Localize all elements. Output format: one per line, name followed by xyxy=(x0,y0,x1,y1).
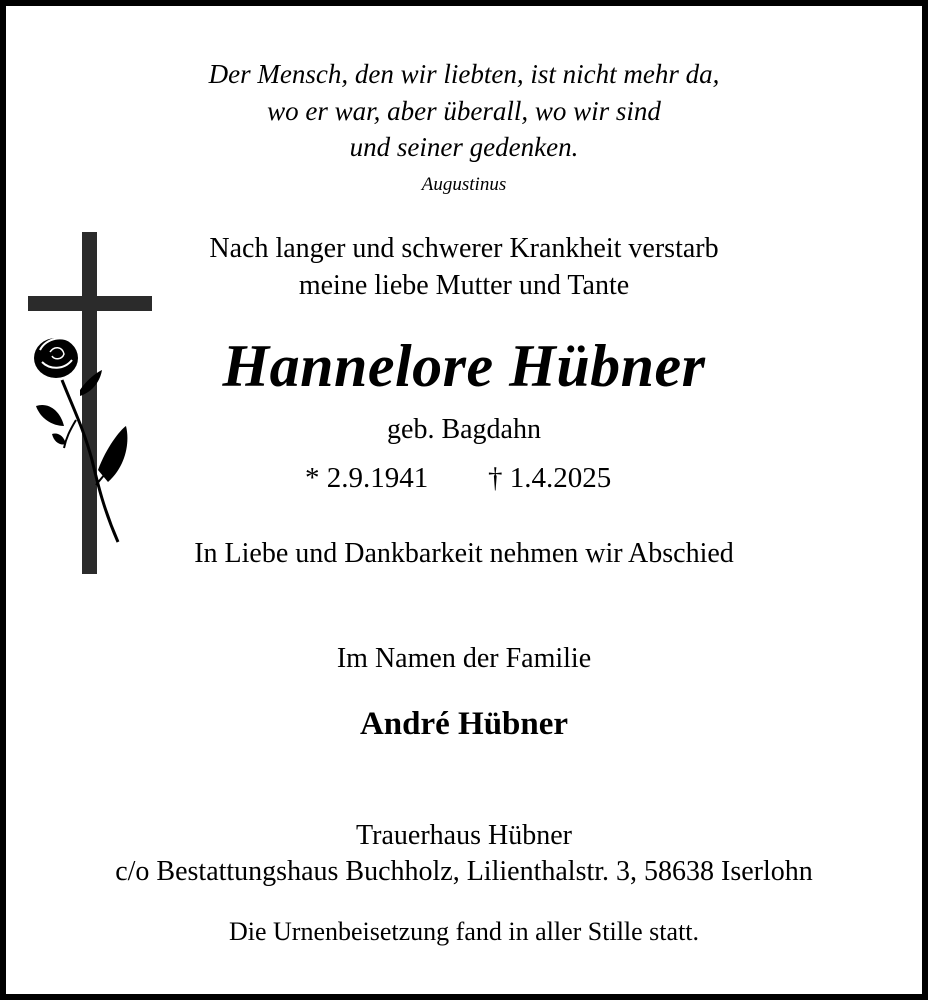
quote-line-1: Der Mensch, den wir liebten, ist nicht mehr da, xyxy=(208,59,720,89)
address-line-1: Trauerhaus Hübner xyxy=(356,820,572,851)
signer-name: André Hübner xyxy=(359,706,569,742)
burial-note: Die Urnenbeisetzung fand in aller Stille statt. xyxy=(228,917,700,946)
deceased-name: Hannelore Hübner xyxy=(222,333,706,399)
intro-line-2: meine liebe Mutter und Tante xyxy=(298,270,630,301)
family-label: Im Namen der Familie xyxy=(336,643,592,674)
address-line-2: c/o Bestattungshaus Buchholz, Lilienthalstr. 3, 58638 Iserlohn xyxy=(115,856,813,887)
quote-author: Augustinus xyxy=(421,174,507,195)
birth-name: geb. Bagdahn xyxy=(387,414,541,445)
farewell-text: In Liebe und Dankbarkeit nehmen wir Abschied xyxy=(194,538,734,569)
intro-line-1: Nach langer und schwerer Krankheit verstarb xyxy=(209,233,719,264)
birth-date: * 2.9.1941 xyxy=(305,462,429,494)
quote-line-3: und seiner gedenken. xyxy=(349,132,579,162)
death-date: † 1.4.2025 xyxy=(488,462,612,494)
quote-line-2: wo er war, aber überall, wo wir sind xyxy=(267,96,661,126)
